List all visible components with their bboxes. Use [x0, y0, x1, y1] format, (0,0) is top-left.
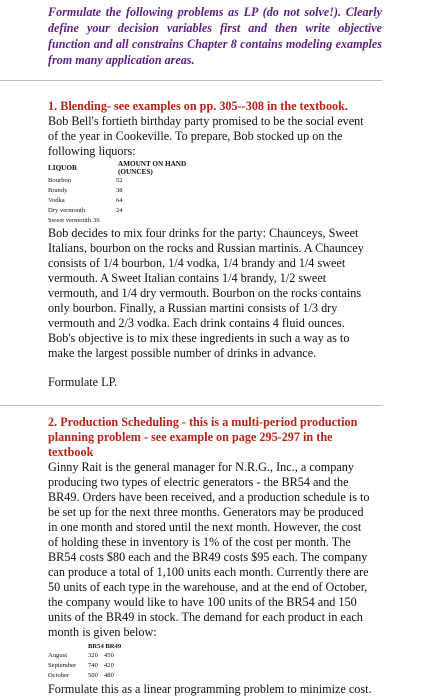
instructions-block: [0, 4, 382, 81]
liquor-row: [48, 196, 430, 206]
demand-month: October: [48, 672, 70, 679]
amount-col-header: [118, 160, 238, 176]
liquor-amount: 52: [116, 177, 123, 184]
problem-2: [48, 415, 430, 697]
demand-br54: 500: [88, 672, 98, 679]
liquor-name: Bourbon: [48, 177, 72, 184]
liquor-name: Sweet vermouth: [48, 217, 92, 224]
demand-br54: 740: [88, 662, 98, 669]
problem-2-final: Formulate this as a linear programming problem to minimize cost.: [48, 682, 372, 696]
demand-row: [48, 671, 430, 681]
liquor-name: Brandy: [48, 187, 68, 194]
problem-1-intro: Bob Bell's fortieth birthday party promised to be the social event of the year in Cookeville. To prepare, Bob stocked up on the following liquors:: [48, 114, 364, 158]
liquor-table-header: [48, 160, 430, 176]
liquor-row: [48, 216, 430, 226]
demand-br49: 480: [104, 672, 114, 679]
liquor-name: Dry vermouth: [48, 207, 86, 214]
demand-month: August: [48, 652, 68, 659]
instructions-text: Formulate the following problems as LP (do not solve!). Clearly define your decision variables first and then write objective function and all constrains Chapter 8 contains modeling examples from many application areas.: [48, 5, 382, 67]
liquor-row: [48, 206, 430, 216]
problem-1-body: Bob decides to mix four drinks for the party: Chaunceys, Sweet Italians, bourbon on the rocks and Russian martinis. A Chauncey consists of 1/4 bourbon, 1/4 vodka, 1/4 brandy and 1/4 sweet vermouth. A Sweet Italian contains 1/4 brandy, 1/2 sweet vermouth, and 1/4 dry vermouth. Bourbon on the rocks contains only bourbon. Finally, a Russian martini consists of 1/3 dry vermouth and 2/3 vodka. Each drink contains 4 fluid ounces. Bob's objective is to mix these ingredients in such a way as to make the largest possible number of drinks in advance.: [48, 226, 364, 360]
demand-table: [48, 642, 430, 681]
problem-1: [48, 99, 430, 390]
problem-1-title: 1. Blending- see examples on pp. 305--308 in the textbook.: [48, 99, 348, 113]
demand-br49: 420: [104, 662, 114, 669]
liquor-row: [48, 176, 430, 186]
amount-col-header-line2: (OUNCES): [118, 168, 153, 176]
demand-br54: 320: [88, 652, 98, 659]
liquor-amount: 38: [116, 187, 123, 194]
liquor-amount: 36: [93, 217, 100, 224]
problem-2-body: Ginny Rait is the general manager for N.R.G., Inc., a company producing two types of electric generators - the BR54 and the BR49. Orders have been received, and a production schedule is to be set up for the next three months. Generators may be produced in one month and stored until the next month. However, the cost of holding these in inventory is 1% of the cost per month. The BR54 costs $80 each and the BR49 costs $95 each. The company can produce a total of 1,100 units each month. Currently there are 50 units of each type in the warehouse, and at the end of October, the company would like to have 100 units of the BR54 and 150 units of the BR49 in stock. The demand for each product in each month is given below:: [48, 460, 370, 639]
problem-2-title: 2. Production Scheduling - this is a multi-period production planning problem - see example on page 295-297 in the textbook: [48, 415, 358, 459]
liquor-amount: 24: [116, 207, 123, 214]
demand-row: [48, 661, 430, 671]
section-divider: [0, 405, 382, 406]
liquor-amount: 64: [116, 197, 123, 204]
demand-br49: 450: [104, 652, 114, 659]
amount-col-header-line1: AMOUNT ON HAND: [118, 160, 187, 168]
liquor-row: [48, 186, 430, 196]
liquor-table: [48, 160, 430, 226]
demand-table-header: BR54 BR49: [88, 643, 122, 650]
demand-month: September: [48, 662, 77, 669]
liquor-name: Vodka: [48, 197, 65, 204]
problem-1-formulate: Formulate LP.: [48, 375, 118, 389]
liquor-col-header: LIQUOR: [48, 164, 78, 172]
demand-row: [48, 651, 430, 661]
